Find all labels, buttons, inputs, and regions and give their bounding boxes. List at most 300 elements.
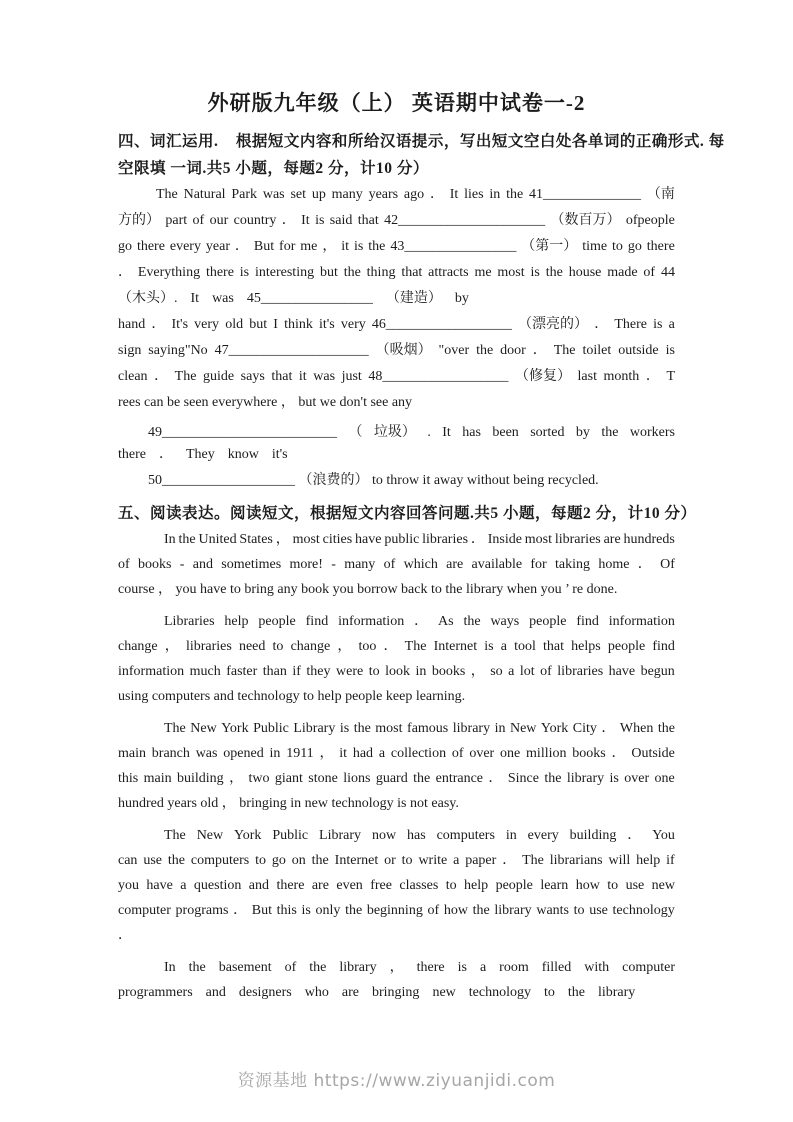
word: over bbox=[469, 746, 495, 761]
word: many bbox=[344, 557, 376, 572]
word: libraries bbox=[557, 664, 604, 679]
word: says bbox=[240, 369, 265, 384]
word: ， bbox=[470, 664, 485, 679]
word: are bbox=[446, 557, 464, 572]
section4-heading bbox=[118, 128, 725, 182]
word: ways bbox=[490, 614, 520, 629]
word: to bbox=[445, 878, 457, 893]
word: public bbox=[384, 532, 420, 547]
word: need bbox=[238, 639, 266, 654]
word: lions bbox=[343, 771, 371, 786]
word: ． bbox=[151, 317, 166, 332]
word: in bbox=[415, 664, 427, 679]
word: wants bbox=[536, 903, 570, 918]
word: 44 bbox=[660, 265, 675, 280]
word: is bbox=[339, 721, 350, 736]
text-line bbox=[118, 980, 675, 1005]
word: Natural bbox=[183, 187, 226, 202]
word: clean bbox=[118, 369, 148, 384]
text-line: ． bbox=[118, 928, 132, 943]
text-line bbox=[118, 741, 675, 766]
word: use bbox=[143, 853, 162, 868]
word: to bbox=[612, 239, 623, 254]
text-line: 50___________________ （浪费的） to throw it away without being recycled. bbox=[148, 473, 599, 488]
word: States bbox=[239, 532, 273, 547]
word: librarians bbox=[549, 853, 603, 868]
word: ， bbox=[322, 239, 337, 254]
word: the bbox=[188, 960, 206, 975]
word: entrance bbox=[435, 771, 484, 786]
word: taking bbox=[555, 557, 591, 572]
word: The bbox=[164, 828, 186, 843]
word: and bbox=[192, 557, 213, 572]
word: so bbox=[490, 664, 503, 679]
word: for bbox=[279, 239, 296, 254]
word: it's bbox=[271, 447, 288, 462]
word: change bbox=[290, 639, 331, 654]
text-line bbox=[118, 552, 675, 577]
word: ， bbox=[229, 771, 244, 786]
word: of bbox=[284, 960, 297, 975]
word: basement bbox=[218, 960, 272, 975]
word: is bbox=[484, 639, 494, 654]
word: main bbox=[143, 771, 172, 786]
word: Public bbox=[272, 828, 309, 843]
word: opened bbox=[223, 746, 264, 761]
word: ． bbox=[233, 903, 248, 918]
word: the bbox=[506, 187, 524, 202]
word: （ bbox=[348, 425, 363, 440]
word: They bbox=[185, 447, 215, 462]
word: There bbox=[614, 317, 647, 332]
word: 45________________ bbox=[246, 291, 373, 306]
word: sign bbox=[118, 343, 142, 358]
word: ． bbox=[611, 746, 626, 761]
word: the bbox=[353, 721, 371, 736]
word: to bbox=[607, 878, 619, 893]
word: people bbox=[495, 878, 533, 893]
word: main bbox=[118, 746, 146, 761]
word: "over bbox=[438, 343, 470, 358]
word: use bbox=[589, 903, 608, 918]
text-line: using computers and technology to help people keep learning. bbox=[118, 689, 466, 704]
word: the bbox=[311, 853, 329, 868]
word: a bbox=[668, 317, 675, 332]
word: year bbox=[205, 239, 230, 254]
word: Internet bbox=[433, 639, 478, 654]
word: than bbox=[262, 664, 287, 679]
word: ． bbox=[645, 369, 660, 384]
word: two bbox=[248, 771, 270, 786]
word: every bbox=[527, 828, 559, 843]
word: （漂亮的） bbox=[518, 317, 589, 332]
word: very bbox=[194, 317, 220, 332]
word: only bbox=[315, 903, 341, 918]
word: Inside bbox=[487, 532, 522, 547]
word: free bbox=[370, 878, 392, 893]
word: The bbox=[164, 721, 186, 736]
word: beginning bbox=[366, 903, 423, 918]
word: the bbox=[567, 985, 585, 1000]
word: of bbox=[427, 903, 440, 918]
word: one bbox=[654, 771, 675, 786]
word: with bbox=[584, 960, 610, 975]
word: building bbox=[569, 828, 617, 843]
word: this bbox=[276, 903, 297, 918]
word: it bbox=[298, 369, 307, 384]
section5-heading bbox=[118, 500, 697, 527]
word: famous bbox=[407, 721, 449, 736]
word: if bbox=[666, 853, 675, 868]
word: is bbox=[354, 239, 364, 254]
word: ． bbox=[383, 639, 398, 654]
word: United bbox=[198, 532, 237, 547]
word: me bbox=[474, 265, 492, 280]
text-line bbox=[118, 286, 675, 312]
word: much bbox=[189, 664, 221, 679]
word: - bbox=[331, 557, 336, 572]
word: of bbox=[383, 557, 396, 572]
word: （第一） bbox=[521, 239, 578, 254]
word: The bbox=[553, 343, 576, 358]
text-line bbox=[118, 208, 675, 234]
word: books bbox=[431, 664, 466, 679]
word: New bbox=[509, 721, 537, 736]
word: libraries bbox=[185, 639, 232, 654]
word: Internet bbox=[334, 853, 379, 868]
word: have bbox=[146, 878, 173, 893]
word: it bbox=[339, 746, 348, 761]
word: City bbox=[572, 721, 597, 736]
word: New bbox=[190, 721, 217, 736]
word: has bbox=[407, 828, 426, 843]
section4-passage bbox=[118, 182, 675, 494]
word: too bbox=[358, 639, 377, 654]
word: of bbox=[451, 746, 464, 761]
word: to bbox=[255, 853, 266, 868]
word: room bbox=[499, 960, 529, 975]
text-line bbox=[118, 338, 675, 364]
word: York bbox=[221, 721, 249, 736]
word: was bbox=[313, 369, 336, 384]
word: begun bbox=[640, 664, 675, 679]
word: is bbox=[457, 960, 467, 975]
word: month bbox=[603, 369, 640, 384]
text-line bbox=[118, 659, 675, 684]
word: a bbox=[378, 746, 386, 761]
word: library bbox=[597, 985, 636, 1000]
section5-heading-line: 五、阅读表达。阅读短文，根据短文内容回答问题.共5 小题，每题2 分，计10 分） bbox=[118, 505, 697, 522]
word: for bbox=[530, 557, 547, 572]
word: look bbox=[385, 664, 410, 679]
word: As bbox=[437, 614, 454, 629]
word: are bbox=[341, 985, 359, 1000]
text-line: hundred years old ， bringing in new technology is not easy. bbox=[118, 796, 459, 811]
text-line bbox=[118, 446, 675, 464]
word: ． bbox=[158, 447, 173, 462]
word: and bbox=[248, 878, 270, 893]
word: stone bbox=[308, 771, 338, 786]
word: library bbox=[566, 771, 605, 786]
word: the bbox=[178, 532, 196, 547]
word: is bbox=[315, 213, 325, 228]
word: is bbox=[665, 343, 675, 358]
word: find bbox=[652, 639, 675, 654]
word: if bbox=[292, 664, 301, 679]
word: home bbox=[598, 557, 630, 572]
word: and bbox=[205, 985, 226, 1000]
word: most bbox=[292, 532, 320, 547]
word: （数百万） bbox=[550, 213, 621, 228]
word: been bbox=[492, 425, 519, 440]
word: It bbox=[442, 425, 451, 440]
word: 41______________ bbox=[529, 187, 642, 202]
word: our bbox=[209, 213, 229, 228]
word: ． bbox=[470, 532, 485, 547]
word: me bbox=[300, 239, 318, 254]
word: helps bbox=[571, 639, 601, 654]
word: branch bbox=[151, 746, 190, 761]
word: just bbox=[341, 369, 362, 384]
word: house bbox=[568, 265, 602, 280]
word: the bbox=[545, 265, 563, 280]
word: can bbox=[118, 853, 138, 868]
word: set bbox=[290, 187, 307, 202]
text-line bbox=[118, 955, 675, 980]
word: were bbox=[336, 664, 364, 679]
word: most bbox=[497, 265, 525, 280]
word: Park bbox=[231, 187, 258, 202]
word: ， bbox=[319, 746, 334, 761]
word: It bbox=[449, 187, 459, 202]
word: computers bbox=[436, 828, 495, 843]
word: go bbox=[271, 853, 286, 868]
page-title: 外研版九年级（上） 英语期中试卷一-2 bbox=[207, 91, 586, 115]
word: are bbox=[311, 878, 329, 893]
text-line bbox=[118, 182, 675, 208]
word: ， bbox=[164, 639, 179, 654]
word: Since bbox=[507, 771, 539, 786]
word: books bbox=[137, 557, 172, 572]
word: guard bbox=[375, 771, 408, 786]
word: there bbox=[118, 447, 146, 462]
text-line bbox=[118, 234, 675, 260]
word: It bbox=[190, 291, 200, 306]
word: more! bbox=[289, 557, 323, 572]
word: Library bbox=[319, 828, 362, 843]
word: go bbox=[118, 239, 132, 254]
word: cities bbox=[322, 532, 353, 547]
word: outside bbox=[618, 343, 659, 358]
word: technology bbox=[612, 903, 675, 918]
word: find bbox=[305, 614, 329, 629]
word: that bbox=[543, 639, 565, 654]
word: by bbox=[575, 425, 590, 440]
word: the bbox=[544, 771, 562, 786]
word: the bbox=[601, 425, 619, 440]
word: are bbox=[603, 532, 621, 547]
word: know bbox=[227, 447, 259, 462]
word: million bbox=[526, 746, 567, 761]
word: ． bbox=[234, 239, 249, 254]
word: ． bbox=[281, 213, 296, 228]
word: The bbox=[522, 853, 544, 868]
word: workers bbox=[629, 425, 675, 440]
word: But bbox=[253, 239, 275, 254]
word: ． bbox=[532, 343, 547, 358]
word: programmers bbox=[118, 985, 193, 1000]
word: Library bbox=[293, 721, 336, 736]
word: 42_____________________ bbox=[384, 213, 546, 228]
section5-paragraph-3 bbox=[118, 716, 675, 816]
word: of bbox=[118, 557, 130, 572]
word: You bbox=[652, 828, 675, 843]
word: was bbox=[212, 291, 234, 306]
word: 47____________________ bbox=[214, 343, 369, 358]
word: part bbox=[165, 213, 188, 228]
word: - bbox=[179, 557, 185, 572]
section5-paragraph-1 bbox=[118, 527, 675, 602]
word: over bbox=[624, 771, 650, 786]
word: there bbox=[276, 878, 305, 893]
word: ． bbox=[414, 614, 429, 629]
word: The bbox=[156, 187, 178, 202]
word: classes bbox=[399, 878, 439, 893]
footer-credit bbox=[0, 1066, 793, 1091]
word: to bbox=[272, 639, 284, 654]
word: a bbox=[453, 853, 460, 868]
word: help bbox=[464, 878, 489, 893]
word: most bbox=[524, 532, 553, 547]
word: building bbox=[177, 771, 224, 786]
word: hand bbox=[118, 317, 146, 332]
text-line bbox=[118, 873, 675, 898]
word: information bbox=[608, 614, 675, 629]
word: there bbox=[136, 239, 165, 254]
word: a bbox=[508, 664, 515, 679]
word: In bbox=[164, 532, 176, 547]
word: is bbox=[301, 903, 311, 918]
word: It's bbox=[171, 317, 189, 332]
word: in bbox=[269, 746, 281, 761]
word: books bbox=[572, 746, 606, 761]
word: has bbox=[462, 425, 481, 440]
word: computers bbox=[190, 853, 250, 868]
text-line: course ， you have to bring any book you borrow back to the library when you ’ re done. bbox=[118, 582, 618, 597]
word: It bbox=[301, 213, 310, 228]
word: But bbox=[251, 903, 272, 918]
word: ． bbox=[627, 828, 642, 843]
word: is bbox=[653, 317, 663, 332]
word: there bbox=[646, 239, 675, 254]
word: 49_________________________ bbox=[148, 425, 337, 440]
word: go bbox=[627, 239, 642, 254]
word: how bbox=[443, 903, 468, 918]
word: lot bbox=[519, 664, 535, 679]
word: learn bbox=[540, 878, 569, 893]
word: attracts bbox=[428, 265, 469, 280]
word: how bbox=[575, 878, 600, 893]
word: time bbox=[582, 239, 608, 254]
word: ， bbox=[337, 639, 352, 654]
word: it bbox=[341, 239, 350, 254]
word: ． bbox=[502, 853, 517, 868]
word: the bbox=[657, 721, 675, 736]
word: information bbox=[338, 614, 405, 629]
word: In bbox=[164, 960, 176, 975]
word: the bbox=[343, 265, 361, 280]
word: （木头）. bbox=[118, 291, 178, 306]
word: very bbox=[340, 317, 366, 332]
word: old bbox=[225, 317, 244, 332]
word: by bbox=[454, 291, 469, 306]
word: （南 bbox=[646, 187, 675, 202]
section5-paragraph-4 bbox=[118, 823, 675, 948]
word: of bbox=[192, 213, 205, 228]
footer-site-link[interactable]: 资源基地 https://www.ziyuanjidi.com bbox=[237, 1071, 556, 1091]
word: library bbox=[494, 903, 532, 918]
word: or bbox=[384, 853, 396, 868]
word: to bbox=[401, 853, 413, 868]
word: sorted bbox=[530, 425, 565, 440]
text-line bbox=[118, 716, 675, 741]
word: people bbox=[258, 614, 296, 629]
word: said bbox=[329, 213, 353, 228]
text-line bbox=[118, 848, 675, 873]
word: in bbox=[505, 828, 517, 843]
word: ， bbox=[389, 960, 404, 975]
word: available bbox=[471, 557, 523, 572]
word: have bbox=[608, 664, 636, 679]
word: 方的） bbox=[118, 213, 160, 228]
word: on bbox=[291, 853, 306, 868]
word: The bbox=[174, 369, 197, 384]
word: will bbox=[608, 853, 631, 868]
word: I bbox=[273, 317, 278, 332]
word: lies bbox=[464, 187, 484, 202]
word: Outside bbox=[631, 746, 675, 761]
word: computer bbox=[622, 960, 675, 975]
text-line bbox=[118, 766, 675, 791]
word: （吸烟） bbox=[375, 343, 432, 358]
word: ． bbox=[601, 721, 616, 736]
word: filled bbox=[541, 960, 572, 975]
text-line bbox=[118, 609, 675, 634]
word: door bbox=[500, 343, 526, 358]
text-line bbox=[118, 634, 675, 659]
word: the bbox=[309, 960, 327, 975]
word: ． bbox=[637, 557, 652, 572]
word: every bbox=[169, 239, 201, 254]
word: that bbox=[271, 369, 293, 384]
word: many bbox=[331, 187, 363, 202]
word: is bbox=[530, 265, 540, 280]
word: Of bbox=[660, 557, 675, 572]
word: this bbox=[118, 771, 139, 786]
word: a bbox=[500, 639, 507, 654]
word: use bbox=[625, 878, 645, 893]
word: collection bbox=[390, 746, 447, 761]
word: there bbox=[416, 960, 445, 975]
word: ， bbox=[275, 532, 290, 547]
word: bringing bbox=[371, 985, 420, 1000]
word: 48__________________ bbox=[368, 369, 509, 384]
word: last bbox=[577, 369, 597, 384]
word: most bbox=[375, 721, 403, 736]
word: of bbox=[643, 265, 656, 280]
word: Libraries bbox=[164, 614, 215, 629]
word: paper bbox=[465, 853, 497, 868]
